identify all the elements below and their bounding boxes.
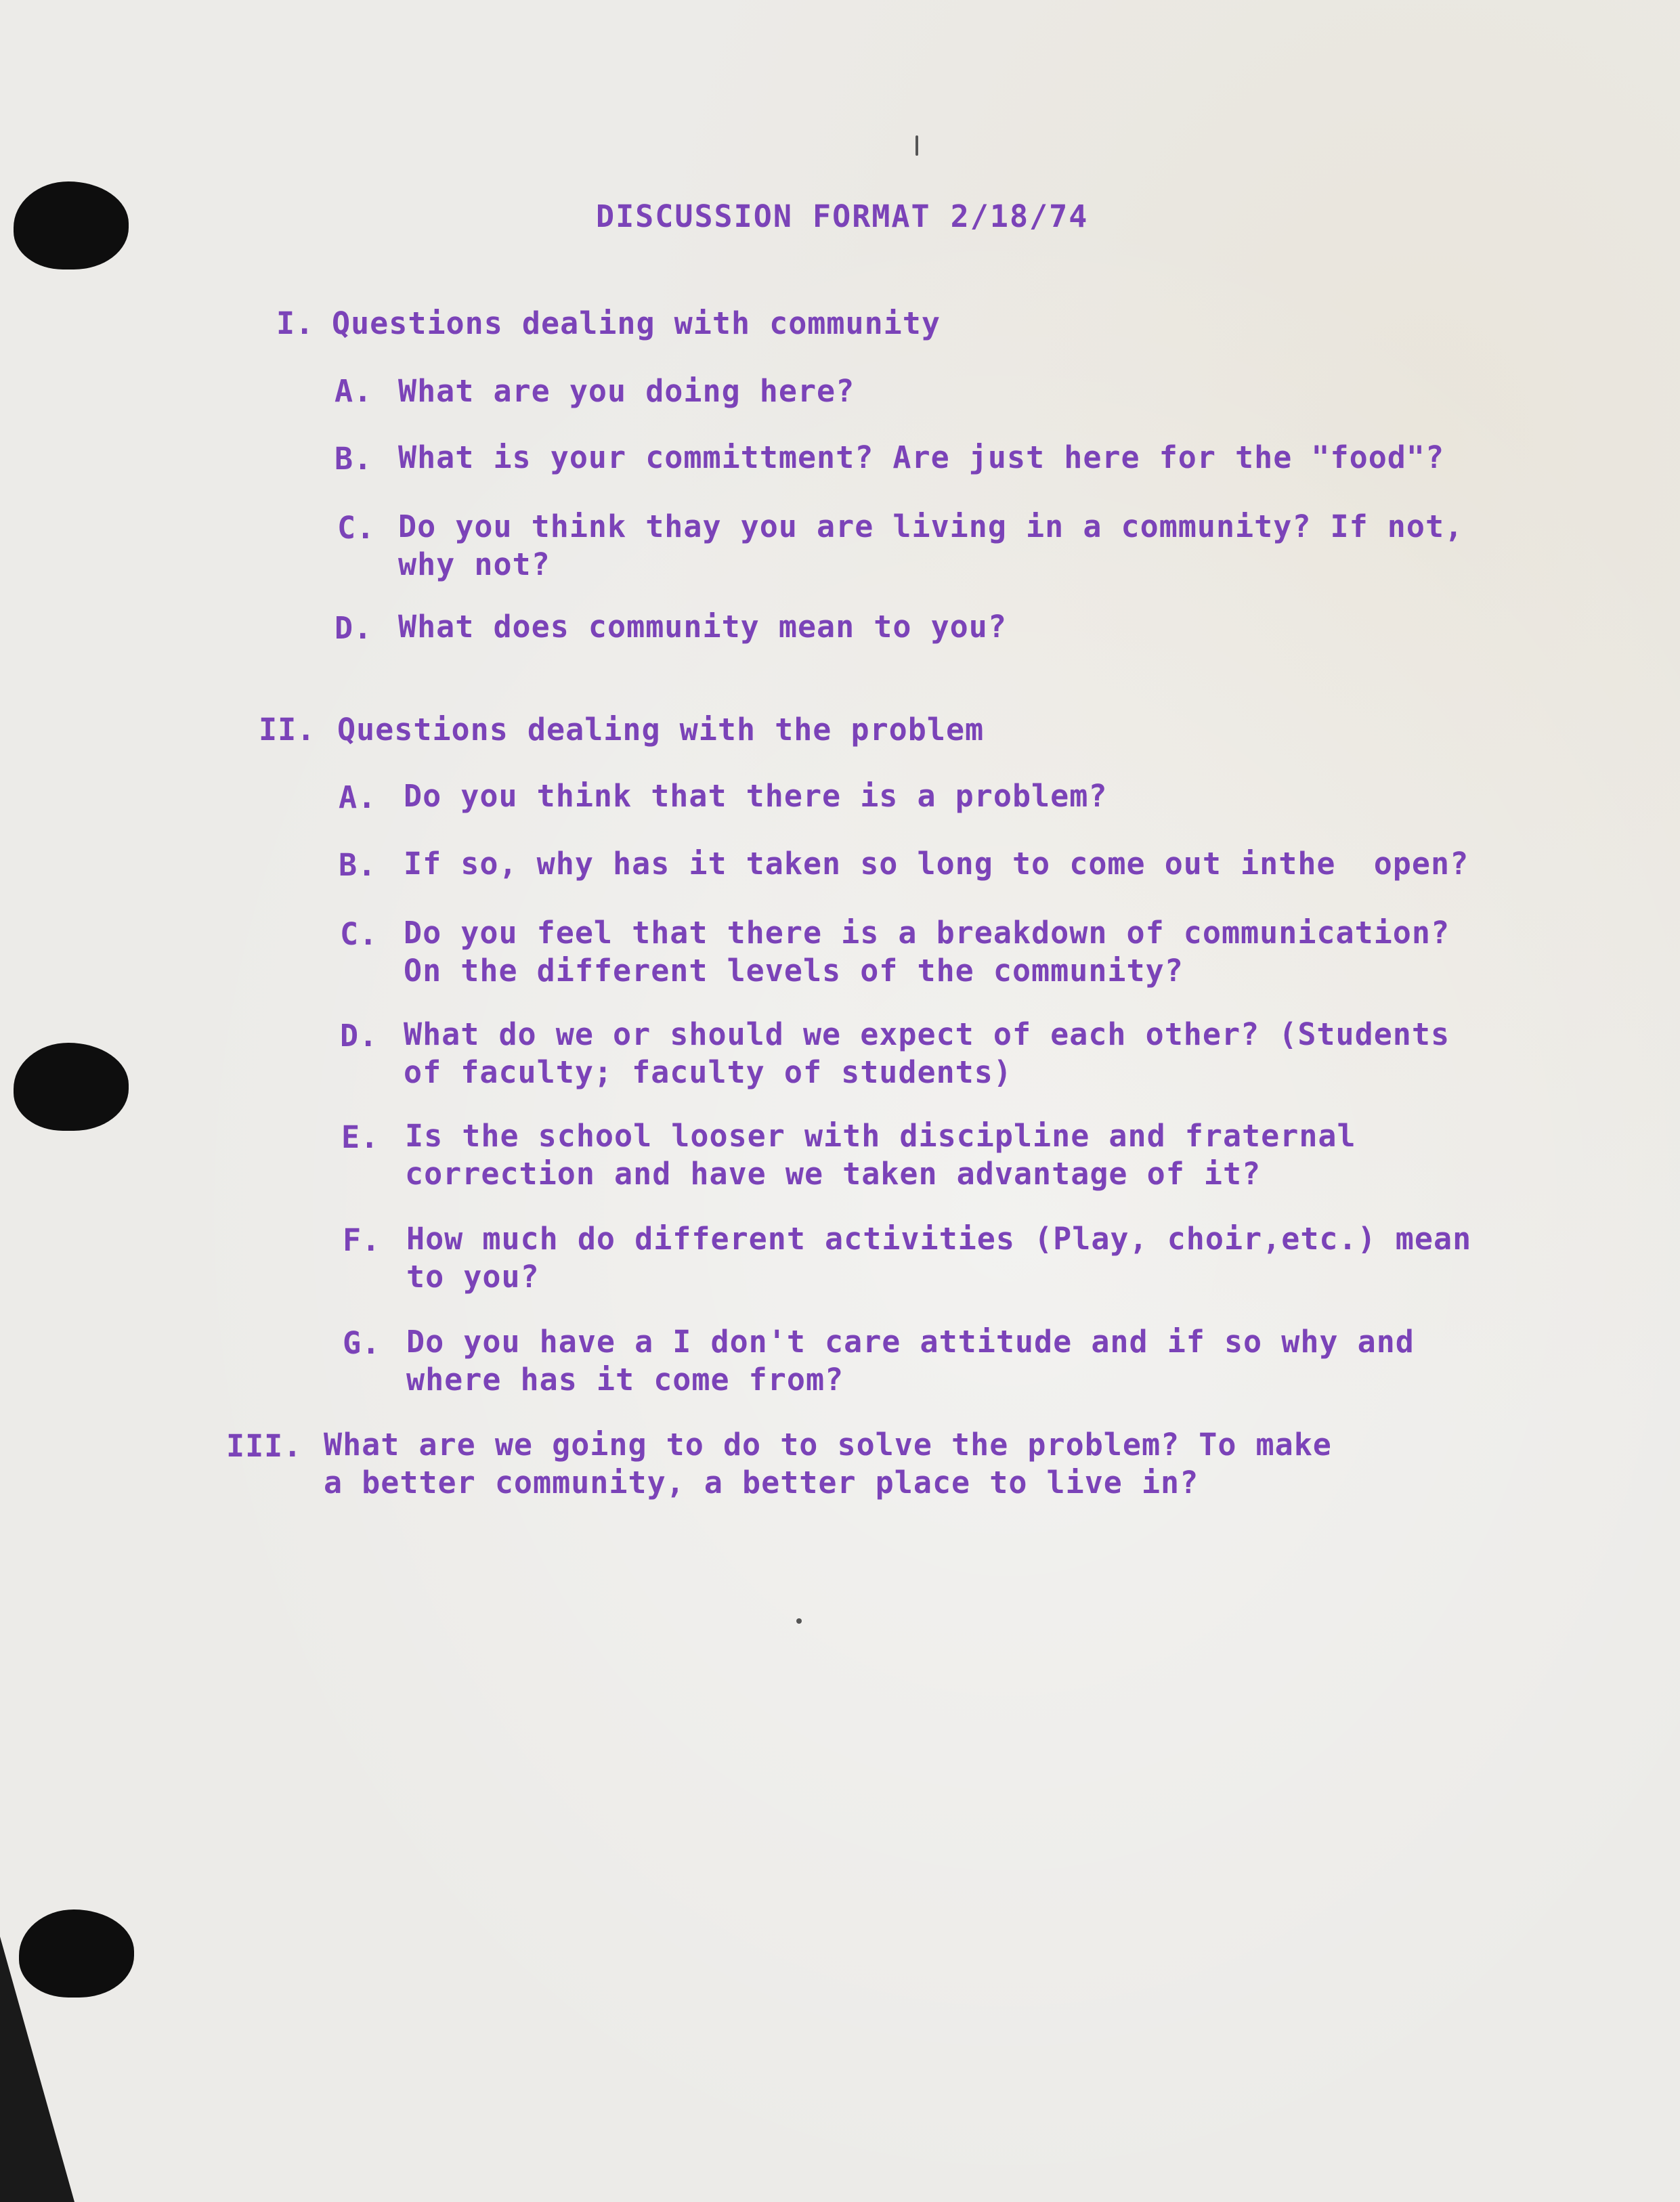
item-letter: D.: [340, 1018, 379, 1054]
item-text: What are you doing here?: [398, 373, 855, 409]
item-letter: A.: [335, 373, 373, 409]
item-letter: G.: [343, 1325, 381, 1361]
item-text: Is the school looser with discipline and fraternal correction and have we taken advantage of it?: [405, 1118, 1356, 1192]
item-letter: C.: [337, 510, 376, 546]
item-text: Do you have a I don't care attitude and if so why and where has it come from?: [406, 1324, 1415, 1398]
paper-mark: [916, 135, 918, 156]
item-text: How much do different activities (Play, choir,etc.) mean to you?: [406, 1221, 1472, 1295]
item-letter: B.: [335, 441, 373, 477]
punch-hole-top: [14, 181, 129, 269]
item-text: What does community mean to you?: [398, 609, 1007, 645]
paper-speck: [796, 1618, 802, 1624]
section-numeral: III.: [226, 1428, 303, 1464]
section-numeral: II.: [259, 712, 316, 748]
document-title: DISCUSSION FORMAT 2/18/74: [596, 198, 1089, 234]
punch-hole-middle: [14, 1043, 129, 1131]
item-letter: E.: [341, 1119, 380, 1155]
punch-hole-bottom: [19, 1909, 134, 1998]
item-text: Do you think that there is a problem?: [404, 778, 1108, 814]
section-heading: What are we going to do to solve the problem? To make a better community, a better place to live in?: [324, 1427, 1332, 1501]
item-letter: A.: [339, 779, 377, 815]
item-letter: F.: [343, 1222, 381, 1258]
item-text: What is your committment? Are just here for the "food"?: [398, 439, 1445, 475]
section-heading: Questions dealing with the problem: [337, 712, 985, 748]
item-text: Do you feel that there is a breakdown of communication? On the different levels of the community?: [404, 915, 1450, 989]
item-letter: B.: [339, 847, 377, 883]
item-letter: C.: [340, 916, 379, 952]
section-numeral: I.: [276, 305, 315, 341]
item-text: What do we or should we expect of each other? (Students of faculty; faculty of students): [404, 1016, 1450, 1090]
item-text: If so, why has it taken so long to come out inthe open?: [404, 846, 1469, 882]
section-heading: Questions dealing with community: [332, 305, 941, 341]
item-letter: D.: [335, 610, 373, 646]
item-text: Do you think thay you are living in a community? If not, why not?: [398, 509, 1464, 582]
